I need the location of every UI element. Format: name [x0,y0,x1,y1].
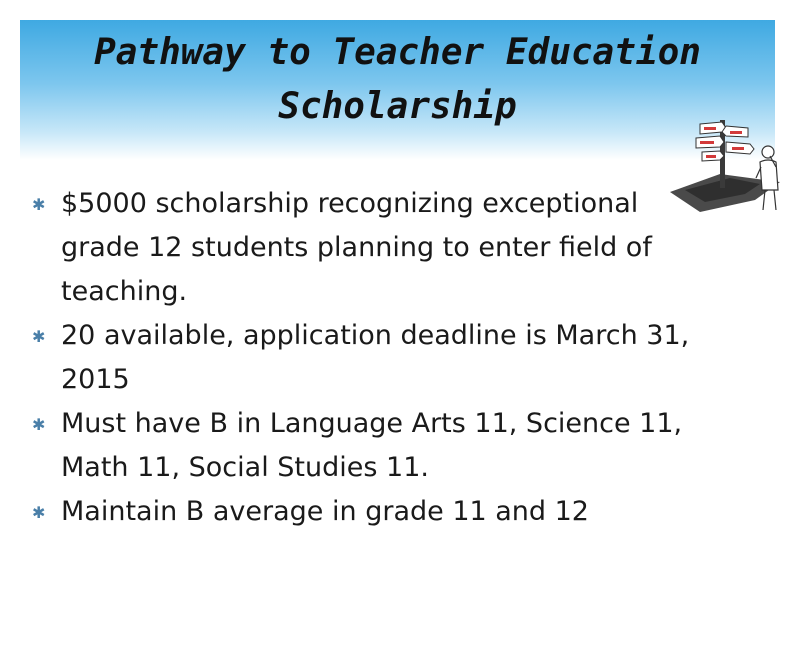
bullet-text: 20 available, application deadline is March 31, 2015 [61,320,690,395]
bullet-text: $5000 scholarship recognizing exceptional grade 12 students planning to enter field of teaching. [61,188,652,307]
sign-mark [704,127,716,130]
sign-mark [700,141,714,144]
asterisk-icon: ✱ [32,415,46,434]
asterisk-icon: ✱ [32,195,46,214]
bullet-text: Must have B in Language Arts 11, Science 11, Math 11, Social Studies 11. [61,408,683,483]
person-figure [756,146,778,210]
bullet-item [32,314,712,402]
sign-mark [730,131,742,134]
slide-title-line-1: Pathway to Teacher Education [94,32,701,73]
asterisk-icon: ✱ [32,503,46,522]
sign-mark [706,155,716,158]
signpost-clipart-icon [660,112,790,222]
sign-mark [732,147,744,150]
bullet-text: Maintain B average in grade 11 and 12 [61,496,589,527]
bullet-list [32,182,712,534]
bullet-item [32,182,712,314]
slide-title-line-2: Scholarship [278,86,517,127]
bullet-item [32,490,712,534]
bullet-item [32,402,712,490]
asterisk-icon: ✱ [32,327,46,346]
